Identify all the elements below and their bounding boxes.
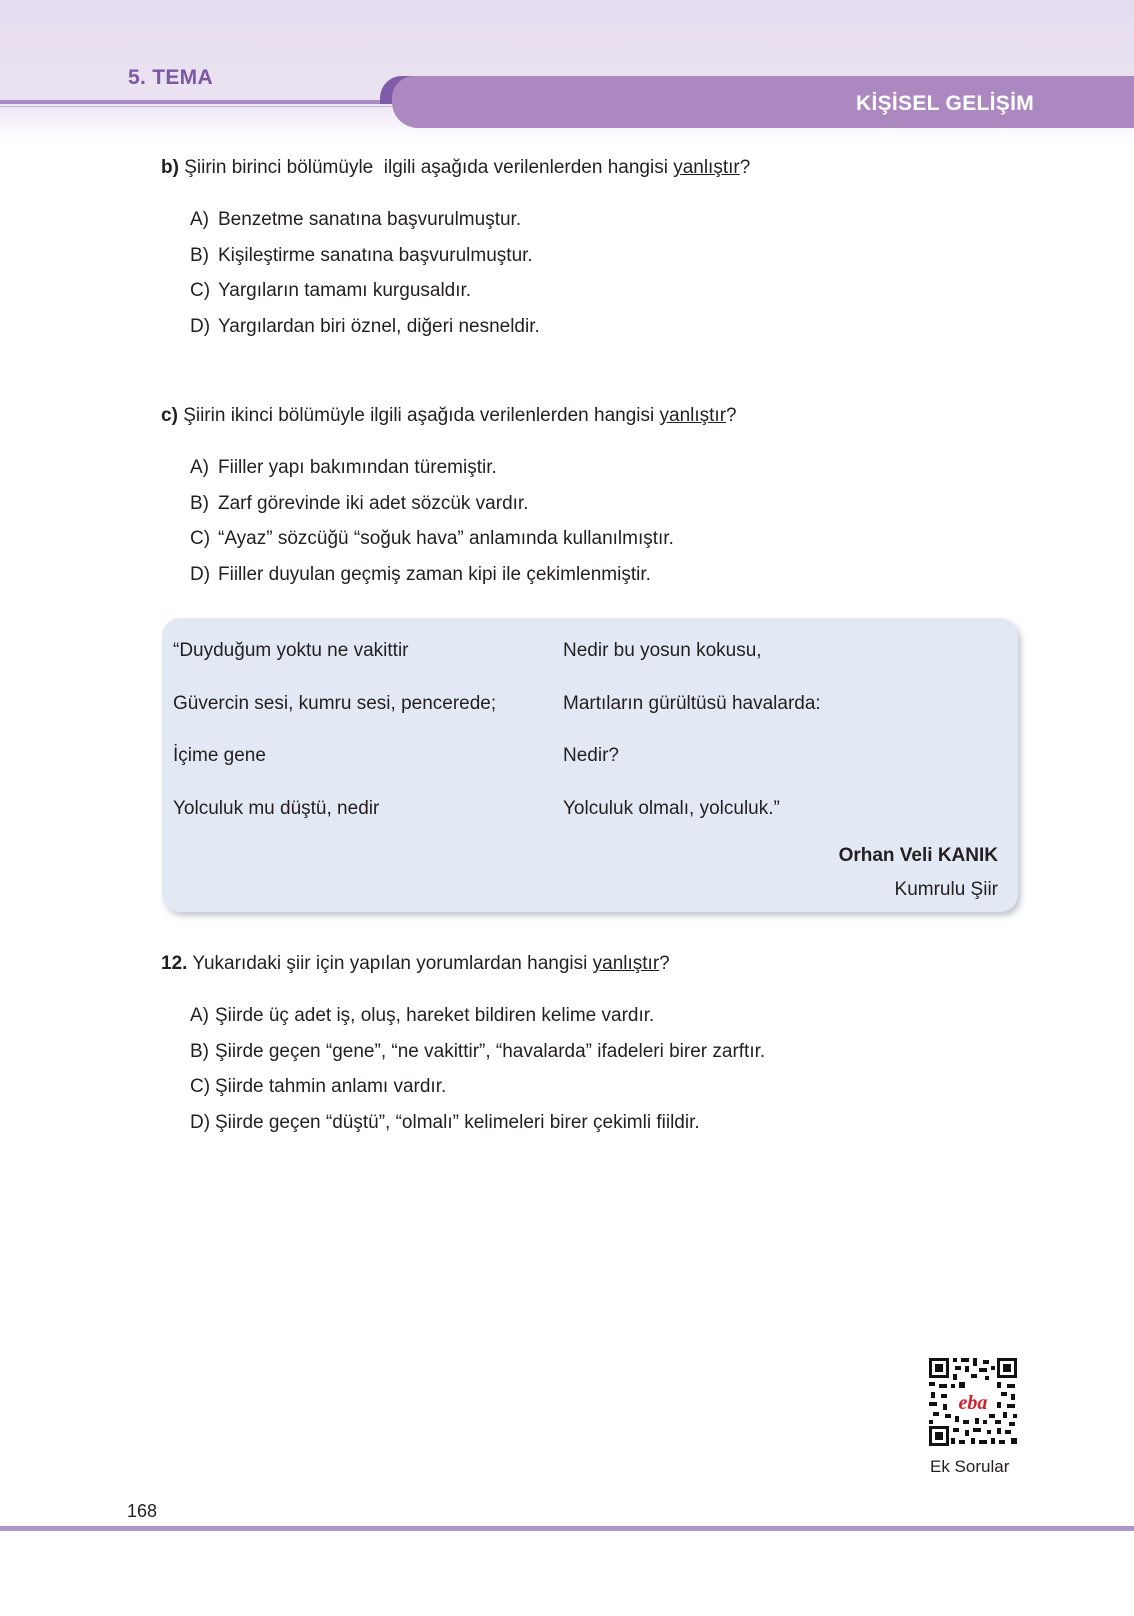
- question-12-option-d: [190, 1111, 700, 1135]
- eba-logo: eba: [958, 1392, 988, 1414]
- option-text: Şiirde geçen “gene”, “ne vakittir”, “havalarda” ifadeleri birer zarftır.: [215, 1041, 766, 1062]
- question-c-text: Şiirin ikinci bölümüyle ilgili aşağıda verilenlerden hangisi: [183, 405, 660, 426]
- question-c: [161, 404, 737, 428]
- question-12-label: 12.: [161, 953, 188, 974]
- option-letter: B): [190, 245, 209, 266]
- question-b-option-a: [190, 208, 521, 232]
- header-rule-thin: [0, 106, 395, 107]
- question-c-underlined: yanlıştır: [659, 405, 727, 426]
- option-letter: D): [190, 564, 211, 585]
- option-letter: C): [190, 1076, 211, 1097]
- poem-work: Kumrulu Şiir: [894, 879, 998, 900]
- option-letter: C): [190, 280, 211, 301]
- poem-line: Yolculuk olmalı, yolculuk.”: [563, 798, 780, 819]
- option-text: Benzetme sanatına başvurulmuştur.: [218, 209, 522, 230]
- question-c-label: c): [161, 405, 178, 426]
- question-b-label: b): [161, 157, 179, 178]
- question-12-option-a: [190, 1004, 654, 1028]
- question-12-underlined: yanlıştır: [592, 953, 660, 974]
- question-12: [161, 952, 670, 976]
- option-text: Yargıların tamamı kurgusaldır.: [218, 280, 472, 301]
- question-c-mark: ?: [726, 405, 737, 426]
- question-12-option-c: [190, 1075, 446, 1099]
- option-text: Kişileştirme sanatına başvurulmuştur.: [218, 245, 533, 266]
- theme-label: 5. TEMA: [128, 66, 213, 89]
- question-b-option-d: [190, 315, 540, 339]
- option-letter: D): [190, 1112, 211, 1133]
- question-c-option-a: [190, 456, 497, 480]
- poem-line: “Duyduğum yoktu ne vakittir: [173, 640, 409, 661]
- option-text: Şiirde tahmin anlamı vardır.: [215, 1076, 447, 1097]
- poem-line: İçime gene: [173, 745, 266, 766]
- question-12-option-b: [190, 1040, 765, 1064]
- question-12-text: Yukarıdaki şiir için yapılan yorumlardan hangisi: [187, 953, 593, 974]
- qr-code-icon[interactable]: [927, 1356, 1019, 1448]
- option-text: Fiiller yapı bakımından türemiştir.: [218, 457, 497, 478]
- option-letter: B): [190, 1041, 209, 1062]
- poem-author: Orhan Veli KANIK: [838, 845, 998, 866]
- question-c-option-b: [190, 492, 528, 516]
- qr-caption: Ek Sorular: [930, 1457, 1010, 1476]
- option-text: Şiirde geçen “düştü”, “olmalı” kelimeleri birer çekimli fiildir.: [215, 1112, 700, 1133]
- question-b-mark: ?: [739, 157, 751, 178]
- poem-line: Nedir bu yosun kokusu,: [563, 640, 762, 661]
- page-number: 168: [127, 1501, 158, 1521]
- option-text: “Ayaz” sözcüğü “soğuk hava” anlamında kullanılmıştır.: [218, 528, 674, 549]
- poem-line: Martıların gürültüsü havalarda:: [563, 693, 821, 714]
- option-letter: A): [190, 209, 209, 230]
- option-letter: C): [190, 528, 211, 549]
- option-text: Yargılardan biri öznel, diğeri nesneldir.: [218, 316, 540, 337]
- question-c-option-d: [190, 563, 651, 587]
- poem-line: Nedir?: [563, 745, 619, 766]
- option-letter: B): [190, 493, 209, 514]
- option-letter: A): [190, 457, 209, 478]
- poem-line: Güvercin sesi, kumru sesi, pencerede;: [173, 693, 497, 714]
- question-b-underlined: yanlıştır: [673, 157, 740, 178]
- question-12-mark: ?: [659, 953, 670, 974]
- header-rule: [0, 100, 395, 104]
- question-b-option-c: [190, 279, 471, 303]
- option-text: Zarf görevinde iki adet sözcük vardır.: [218, 493, 529, 514]
- question-b-text: Şiirin birinci bölümüyle ilgili aşağıda verilenlerden hangisi: [184, 157, 674, 178]
- poem-line: Yolculuk mu düştü, nedir: [173, 798, 380, 819]
- option-text: Şiirde üç adet iş, oluş, hareket bildiren kelime vardır.: [215, 1005, 655, 1026]
- option-text: Fiiller duyulan geçmiş zaman kipi ile çekimlenmiştir.: [218, 564, 651, 585]
- option-letter: A): [190, 1005, 209, 1026]
- question-c-option-c: [190, 527, 674, 551]
- option-letter: D): [190, 316, 211, 337]
- question-b: [161, 156, 750, 180]
- footer-rule: [0, 1526, 1134, 1531]
- question-b-option-b: [190, 244, 533, 268]
- section-title: KİŞİSEL GELİŞİM: [856, 92, 1034, 115]
